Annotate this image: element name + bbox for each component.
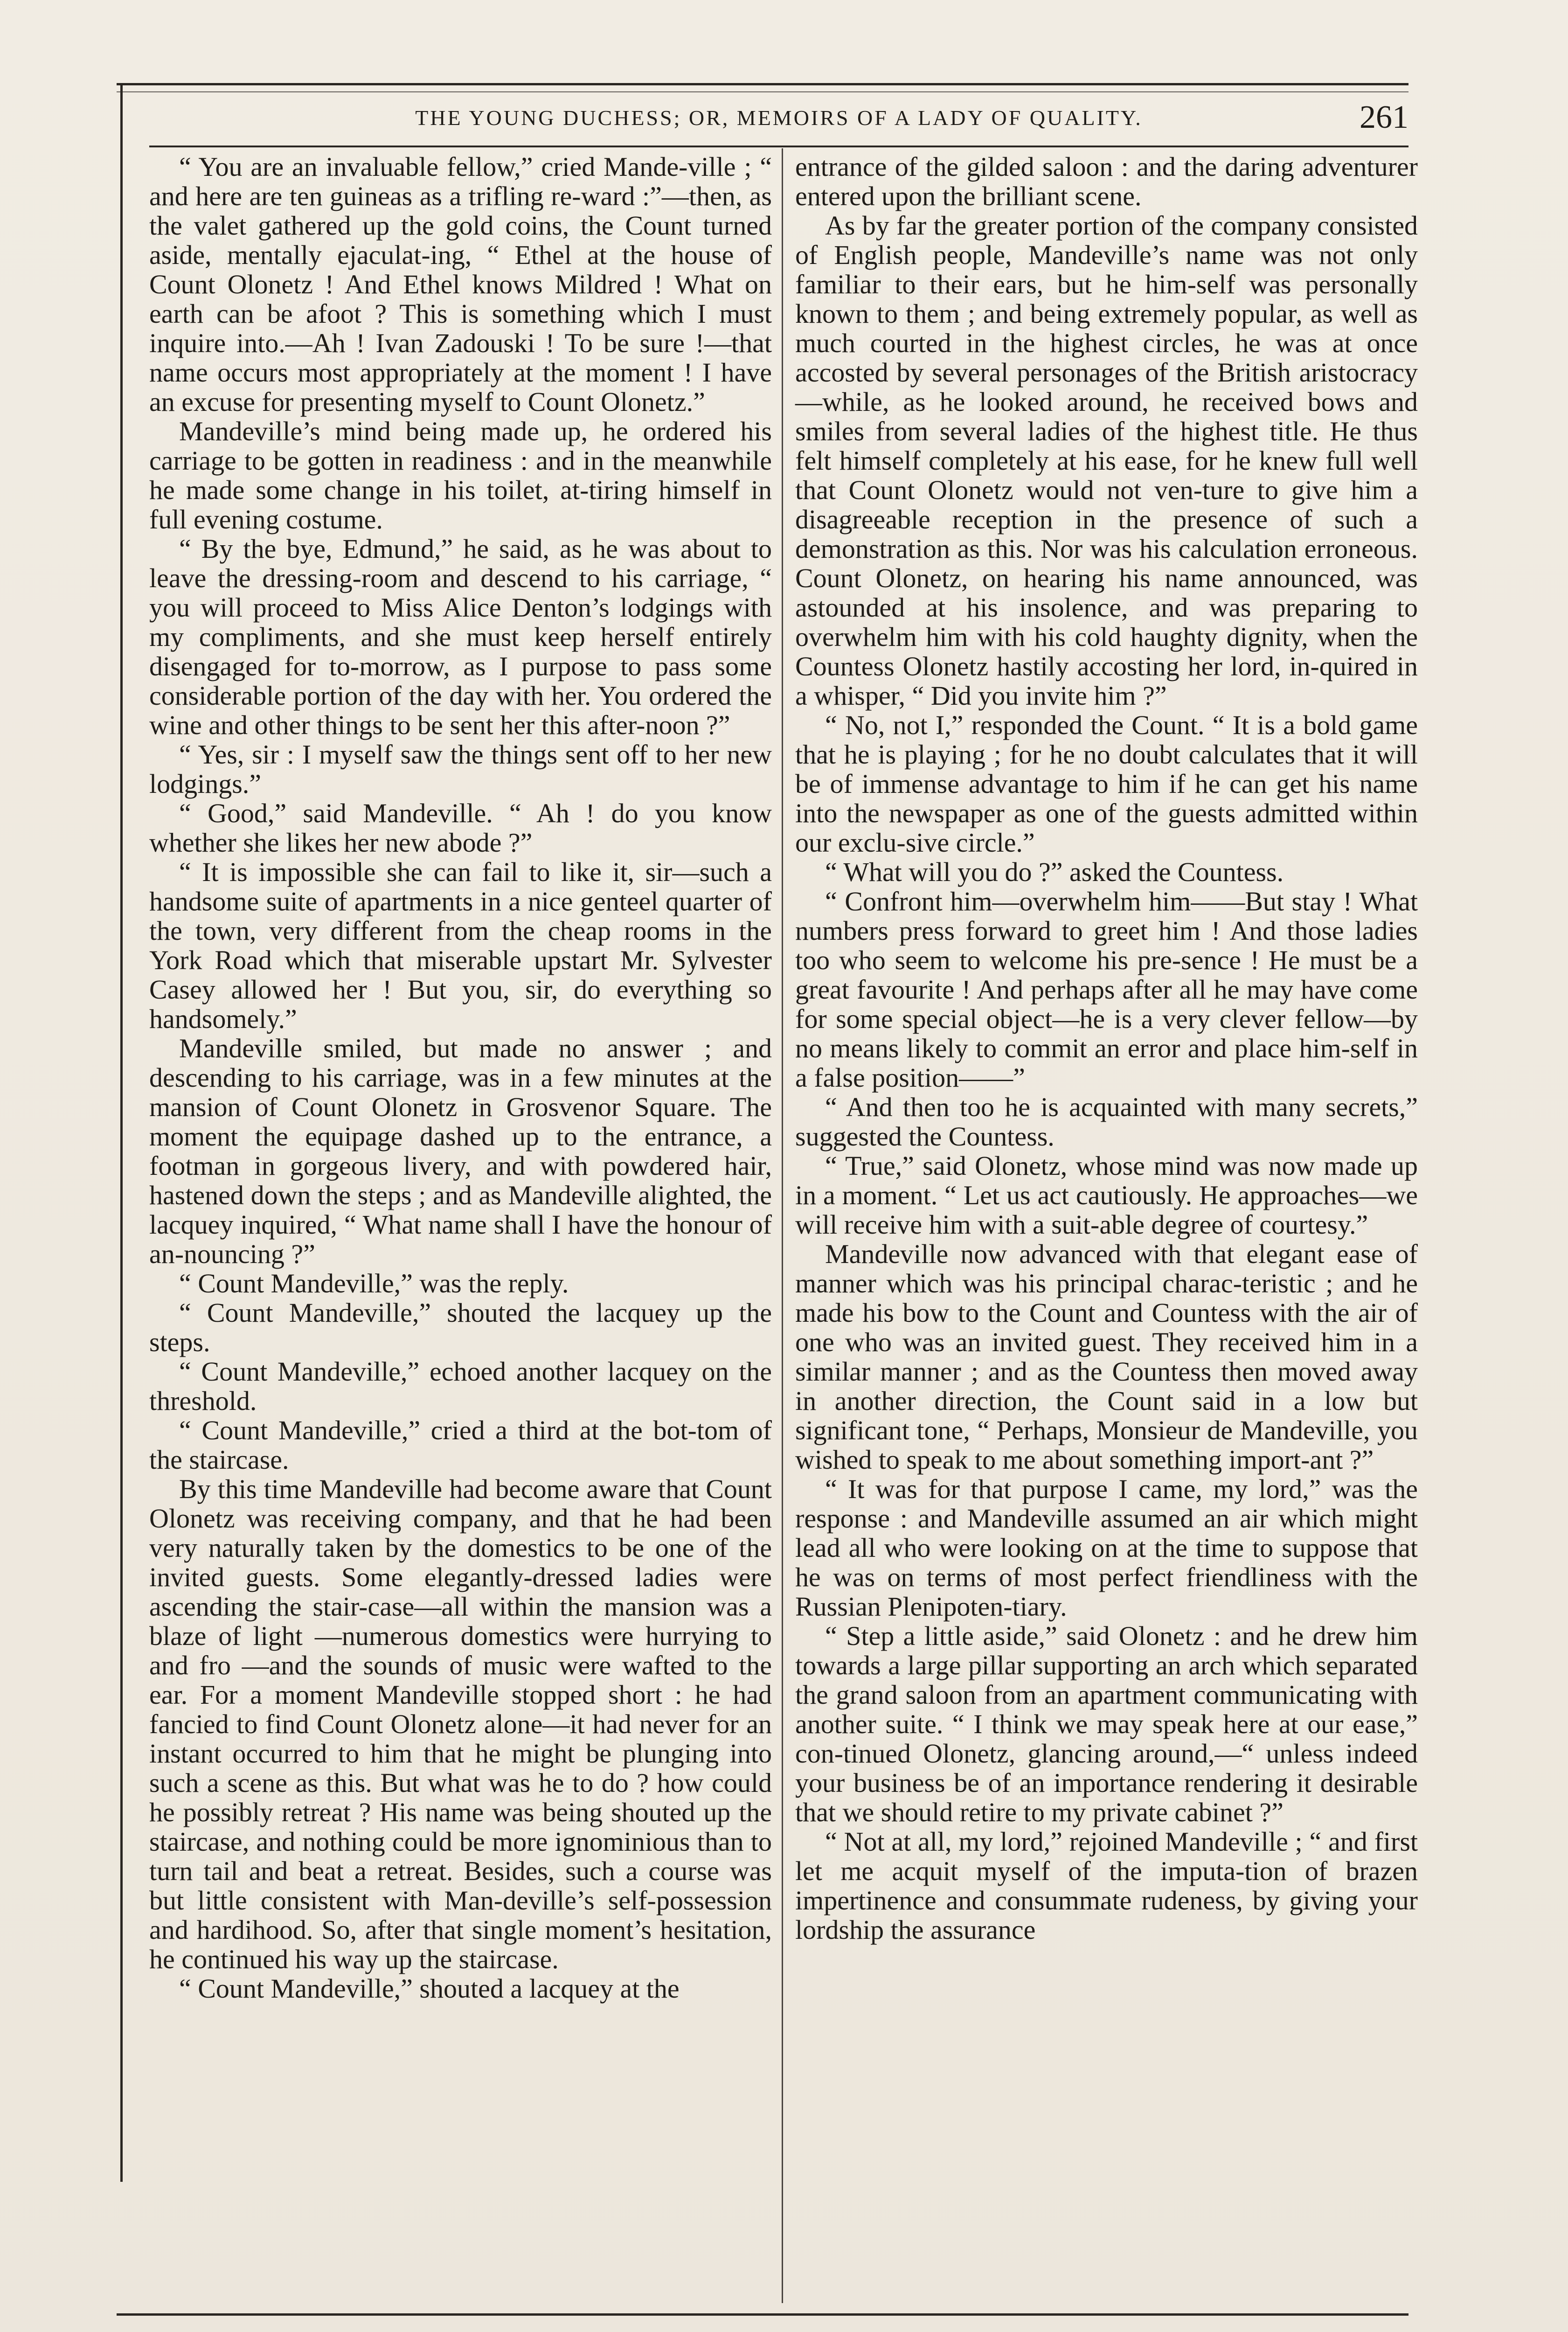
paragraph: As by far the greater portion of the company consisted of English people, Mandeville’s name was not only familiar to their ears, but he him-self was personally known to them ; and being extremely popular, as well as much courted in the highest circles, he was at once accosted by several personages of the British aristocracy—while, as he looked around, he received bows and smiles from several ladies of the highest title. He thus felt himself completely at his ease, for he knew full well that Count Olonetz would not ven-ture to give him a disagreeable reception in the presence of such a demonstration as this. Nor was his calculation erroneous. Count Olonetz, on hearing his name announced, was astounded at his insolence, and was preparing to overwhelm him with his cold haughty dignity, when the Countess Olonetz hastily accosting her lord, in-quired in a whisper, “ Did you invite him ?” xyxy=(795,210,1418,711)
running-title: THE YOUNG DUCHESS; OR, MEMOIRS OF A LADY OF QUALITY. xyxy=(415,106,1143,130)
paragraph: “ Yes, sir : I myself saw the things sent off to her new lodgings.” xyxy=(149,739,772,799)
paragraph: “ Count Mandeville,” shouted the lacquey up the steps. xyxy=(149,1298,772,1357)
left-border-rule xyxy=(120,83,123,2182)
left-column xyxy=(149,152,772,2003)
paragraph: “ You are an invaluable fellow,” cried Mande-ville ; “ and here are ten guineas as a trifling re-ward :”—then, as the valet gathered up the gold coins, the Count turned aside, mentally ejaculat-ing, “ Ethel at the house of Count Olonetz ! And Ethel knows Mildred ! What on earth can be afoot ? This is something which I must inquire into.—Ah ! Ivan Zadouski ! To be sure !—that name occurs most appropriately at the moment ! I have an excuse for presenting myself to Count Olonetz.” xyxy=(149,152,772,417)
paragraph: “ Count Mandeville,” shouted a lacquey at the xyxy=(179,1973,680,2004)
bottom-border-rule xyxy=(117,2313,1408,2316)
paragraph: “ It was for that purpose I came, my lord,” was the response : and Mandeville assumed an air which might lead all who were looking on at the time to suppose that he was on terms of most perfect friendliness with the Russian Plenipoten-tiary. xyxy=(795,1474,1418,1622)
paragraph: By this time Mandeville had become aware that Count Olonetz was receiving company, and that he had been very naturally taken by the domestics to be one of the invited guests. Some elegantly-dressed ladies were ascending the stair-case—all within the mansion was a blaze of light —numerous domestics were hurrying to and fro —and the sounds of music were wafted to the ear. For a moment Mandeville stopped short : he had fancied to find Count Olonetz alone—it had never for an instant occurred to him that he might be plunging into such a scene as this. But what was he to do ? how could he possibly retreat ? His name was being shouted up the staircase, and nothing could be more ignominious than to turn tail and beat a retreat. Besides, such a course was but little consistent with Man-deville’s self-possession and hardihood. So, after that single moment’s hesitation, he continued his way up the staircase. xyxy=(149,1474,772,1974)
paragraph: entrance of the gilded saloon : and the daring adventurer entered upon the brilliant scene. xyxy=(795,152,1418,211)
header-rule xyxy=(149,146,1408,147)
column-divider xyxy=(782,148,783,2303)
paragraph: Mandeville’s mind being made up, he ordered his carriage to be gotten in readiness : and in the meanwhile he made some change in his toilet, at-tiring himself in full evening costume. xyxy=(149,416,772,534)
paragraph: “ Count Mandeville,” was the reply. xyxy=(179,1268,569,1298)
paragraph: “ No, not I,” responded the Count. “ It is a bold game that he is playing ; for he no doubt calculates that it will be of immense advantage to him if he can get his name into the newspaper as one of the guests admitted within our exclu-sive circle.” xyxy=(795,710,1418,858)
right-column xyxy=(795,152,1418,1944)
paragraph: “ Confront him—overwhelm him——But stay ! What numbers press forward to greet him ! And those ladies too who seem to welcome his pre-sence ! He must be a great favourite ! And perhaps after all he may have come for some special object—he is a very clever fellow—by no means likely to commit an error and place him-self in a false position——” xyxy=(795,886,1418,1093)
paragraph: “ By the bye, Edmund,” he said, as he was about to leave the dressing-room and descend to his carriage, “ you will proceed to Miss Alice Denton’s lodgings with my compliments, and she must keep herself entirely disengaged for to-morrow, as I purpose to pass some considerable portion of the day with her. You ordered the wine and other things to be sent her this after-noon ?” xyxy=(149,534,772,740)
paragraph: “ Not at all, my lord,” rejoined Mandeville ; “ and first let me acquit myself of the imputa-tion of brazen impertinence and consummate rudeness, by giving your lordship the assurance xyxy=(795,1826,1418,1945)
top-border-rule xyxy=(117,83,1408,85)
paragraph: “ Good,” said Mandeville. “ Ah ! do you know whether she likes her new abode ?” xyxy=(149,798,772,858)
paragraph: “ And then too he is acquainted with many secrets,” suggested the Countess. xyxy=(795,1092,1418,1152)
paragraph: Mandeville now advanced with that elegant ease of manner which was his principal charac-teristic ; and he made his bow to the Count and Countess with the air of one who was an invited guest. They received him in a similar manner ; and as the Countess then moved away in another direction, the Count said in a low but significant tone, “ Perhaps, Monsieur de Mandeville, you wished to speak to me about something import-ant ?” xyxy=(795,1239,1418,1475)
paragraph: “ It is impossible she can fail to like it, sir—such a handsome suite of apartments in a nice genteel quarter of the town, very different from the cheap rooms in the York Road which that miserable upstart Mr. Sylvester Casey allowed her ! But you, sir, do everything so handsomely.” xyxy=(149,857,772,1034)
paragraph: Mandeville smiled, but made no answer ; and descending to his carriage, was in a few minutes at the mansion of Count Olonetz in Grosvenor Square. The moment the equipage dashed up to the entrance, a footman in gorgeous livery, and with powdered hair, hastened down the steps ; and as Mandeville alighted, the lacquey inquired, “ What name shall I have the honour of an-nouncing ?” xyxy=(149,1033,772,1269)
paragraph: “ Count Mandeville,” cried a third at the bot-tom of the staircase. xyxy=(149,1415,772,1475)
page-number: 261 xyxy=(1360,99,1408,135)
top-border-rule-thin xyxy=(117,91,1408,92)
paragraph: “ Count Mandeville,” echoed another lacquey on the threshold. xyxy=(149,1356,772,1416)
paragraph: “ What will you do ?” asked the Countess. xyxy=(825,857,1284,887)
paragraph: “ Step a little aside,” said Olonetz : and he drew him towards a large pillar supporting an arch which separated the grand saloon from an apartment communicating with another suite. “ I think we may speak here at our ease,” con-tinued Olonetz, glancing around,—“ unless indeed your business be of an importance rendering it desirable that we should retire to my private cabinet ?” xyxy=(795,1621,1418,1827)
paragraph: “ True,” said Olonetz, whose mind was now made up in a moment. “ Let us act cautiously. He approaches—we will receive him with a suit-able degree of courtesy.” xyxy=(795,1151,1418,1240)
